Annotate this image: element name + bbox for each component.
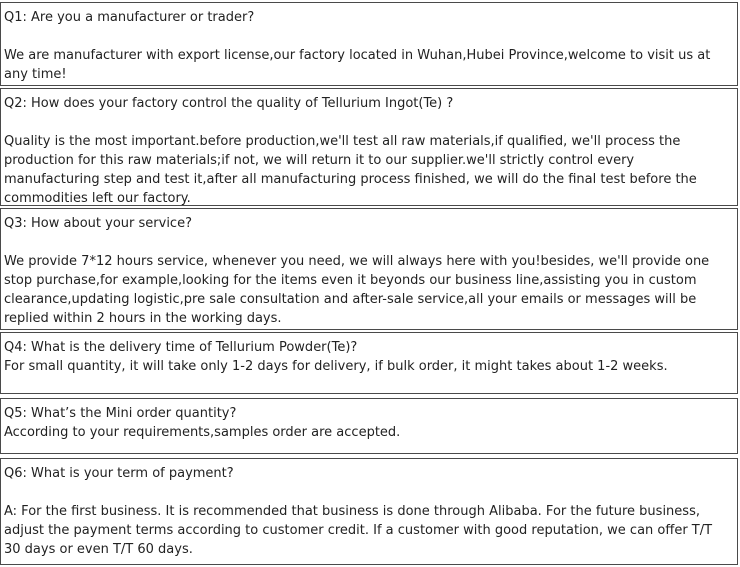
faq-answer: Quality is the most important.before production,we'll test all raw materials,if qualified, we'll process the production for this raw materials;if not, we will return it to our supplier.we'll strictly control every manufacturing step and test it,after all manufacturing process finished, we will do the final test before the commodities left our factory. — [4, 134, 697, 206]
faq-item-q5 — [0, 398, 738, 454]
faq-question: Q5: What’s the Mini order quantity? — [4, 406, 237, 421]
faq-item-q2 — [0, 88, 738, 206]
faq-answer: We provide 7*12 hours service, whenever you need, we will always here with you!besides, we'll provide one stop purchase,for example,looking for the items even it beyonds our business line,assisting you in custom clearance,updating logistic,pre sale consultation and after-sale service,all your emails or messages will be replied within 2 hours in the working days. — [4, 254, 710, 326]
faq-answer: A: For the first business. It is recommended that business is done through Alibaba. For the future business, adjust the payment terms according to customer credit. If a customer with good reputation, we can offer T/T 30 days or even T/T 60 days. — [4, 504, 713, 557]
faq-item-q3 — [0, 208, 738, 330]
faq-answer: For small quantity, it will take only 1-2 days for delivery, if bulk order, it might takes about 1-2 weeks. — [4, 359, 668, 374]
faq-answer: We are manufacturer with export license,our factory located in Wuhan,Hubei Province,welcome to visit us at any time! — [4, 48, 711, 82]
faq-question: Q6: What is your term of payment? — [4, 466, 234, 481]
faq-question: Q1: Are you a manufacturer or trader? — [4, 10, 255, 25]
faq-question: Q4: What is the delivery time of Tellurium Powder(Te)? — [4, 340, 358, 355]
faq-question: Q3: How about your service? — [4, 216, 192, 231]
faq-item-q1 — [0, 2, 738, 86]
faq-item-q4 — [0, 332, 738, 394]
faq-item-q6 — [0, 458, 738, 565]
faq-question: Q2: How does your factory control the quality of Tellurium Ingot(Te) ? — [4, 96, 454, 111]
faq-answer: According to your requirements,samples order are accepted. — [4, 425, 401, 440]
